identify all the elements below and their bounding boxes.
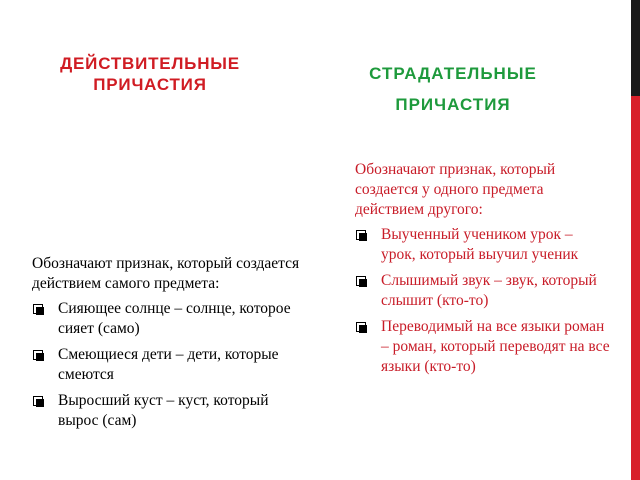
list-item-text: Выученный учеником урок – урок, который выучил ученик [381, 226, 579, 263]
list-item [355, 317, 610, 377]
edge-bar-red [631, 96, 640, 480]
square-bullet-icon [33, 350, 43, 360]
list-item-text: Сияющее солнце – солнце, которое сияет (само) [58, 300, 291, 337]
list-item [355, 225, 610, 265]
square-bullet-icon [356, 322, 366, 332]
list-item-text: Слышимый звук – звук, который слышит (кто-то) [381, 272, 597, 309]
list-item-text: Переводимый на все языки роман – роман, который переводят на все языки (кто-то) [381, 318, 610, 375]
square-bullet-icon [33, 396, 43, 406]
list-item [32, 391, 312, 431]
passive-participles-column [355, 160, 610, 383]
active-participles-title: ДЕЙСТВИТЕЛЬНЫЕ ПРИЧАСТИЯ [60, 54, 240, 94]
active-participles-column [32, 254, 312, 437]
list-item [355, 271, 610, 311]
list-item [32, 345, 312, 385]
passive-examples-list [355, 225, 610, 377]
square-bullet-icon [356, 230, 366, 240]
list-item-text: Выросший куст – куст, который вырос (сам) [58, 392, 269, 429]
square-bullet-icon [33, 304, 43, 314]
list-item [32, 299, 312, 339]
edge-bar-dark [631, 0, 640, 96]
list-item-text: Смеющиеся дети – дети, которые смеются [58, 346, 279, 383]
active-intro: Обозначают признак, который создается действием самого предмета: [32, 255, 300, 292]
passive-intro: Обозначают признак, который создается у одного предмета действием другого: [355, 161, 556, 218]
square-bullet-icon [356, 276, 366, 286]
active-examples-list [32, 299, 312, 431]
passive-participles-title: СТРАДАТЕЛЬНЫЕ ПРИЧАСТИЯ [369, 64, 537, 114]
